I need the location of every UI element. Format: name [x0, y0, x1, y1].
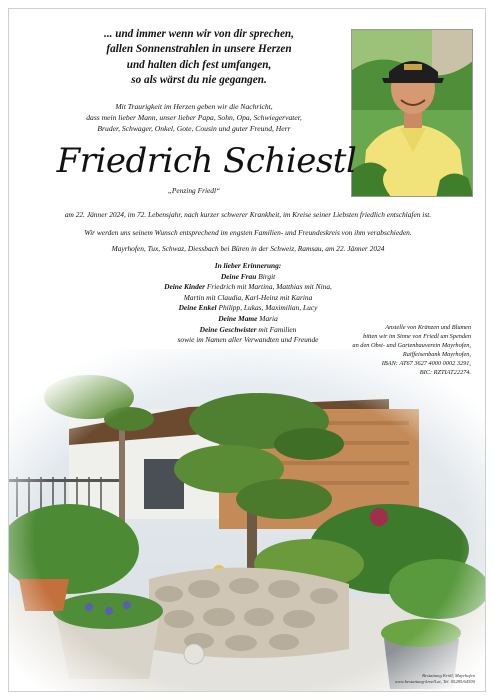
- donation-line: an den Obst- und Gartenbauverein Mayrhofen,: [352, 341, 471, 349]
- donation-line: Anstelle von Kränzen und Blumen: [385, 324, 471, 331]
- donation-line: BIC: RZTIAT22274.: [419, 368, 471, 376]
- children-names-continued: Martin mit Claudia, Karl-Heinz mit Karina: [183, 292, 313, 302]
- poem: [49, 27, 349, 89]
- wife-label: Deine Frau: [220, 271, 257, 281]
- garden-photo: [9, 349, 486, 692]
- children-label: Deine Kinder: [164, 282, 205, 292]
- siblings-label: Deine Geschwister: [199, 324, 257, 334]
- children-names: Friedrich mit Martina, Matthias mit Nina,: [206, 282, 332, 292]
- nickname: „Penzing Friedl“: [167, 186, 221, 195]
- death-notice-text: am 22. Jänner 2024, im 72. Lebensjahr, nach kurzer schwerer Krankheit, im Kreise seiner Liebsten friedlich entschlafen ist.: [64, 210, 432, 219]
- donation-line: IBAN: AT67 3627 4000 0002 3291,: [381, 359, 471, 367]
- mother-name: Maria: [259, 313, 278, 323]
- memory-closing: sowie im Namen aller Verwandten und Freunde: [177, 335, 319, 345]
- intro-line: Bruder, Schwager, Onkel, Gote, Cousin und guter Freund, Herr: [97, 124, 291, 134]
- wife-name: Birgit: [258, 271, 276, 281]
- grandchildren-label: Deine Enkel: [178, 303, 217, 313]
- donation-line: bitten wir im Sinne von Friedl um Spenden: [363, 332, 471, 340]
- place-date: Mayrhofen, Tux, Schwaz, Diessbach bei Büren in der Schweiz, Ramsau, am 22. Jänner 2024: [111, 244, 385, 253]
- donation-note: [291, 324, 471, 377]
- farewell-text: Wir werden uns seinem Wunsch entsprechend im engsten Familien- und Freundeskreis von ihm verabschieden.: [84, 228, 412, 237]
- mother-label: Deine Mame: [218, 313, 258, 323]
- memory-heading: In lieber Erinnerung:: [214, 261, 282, 270]
- siblings-names: mit Familien: [258, 324, 297, 334]
- poem-line: und halten dich fest umfangen,: [126, 58, 272, 71]
- intro-line: Mit Traurigkeit im Herzen geben wir die Nachricht,: [115, 102, 273, 111]
- poem-line: fallen Sonnenstrahlen in unsere Herzen: [106, 43, 292, 56]
- footer-line: www.bestattung-kroell.at, Tel. 05285/64590: [394, 679, 475, 684]
- undertaker-credit: [395, 673, 475, 685]
- death-notice-card: [8, 8, 486, 692]
- footer-line: Bestattung Kröll, Mayrhofen: [422, 673, 475, 678]
- garden-image: [9, 349, 486, 692]
- poem-line: ... und immer wenn wir von dir sprechen,: [104, 28, 294, 40]
- poem-line: so als wärst du nie gegangen.: [131, 74, 267, 87]
- donation-line: Raiffeisenbank Mayrhofen,: [402, 350, 471, 358]
- grandchildren-names: Philipp, Lukas, Maximilian, Lucy: [218, 303, 318, 313]
- intro-line: dass mein lieber Mann, unser lieber Papa, Sohn, Opa, Schwiegervater,: [86, 113, 302, 123]
- intro-text: [39, 101, 349, 135]
- deceased-name: Friedrich Schiestl: [56, 141, 357, 181]
